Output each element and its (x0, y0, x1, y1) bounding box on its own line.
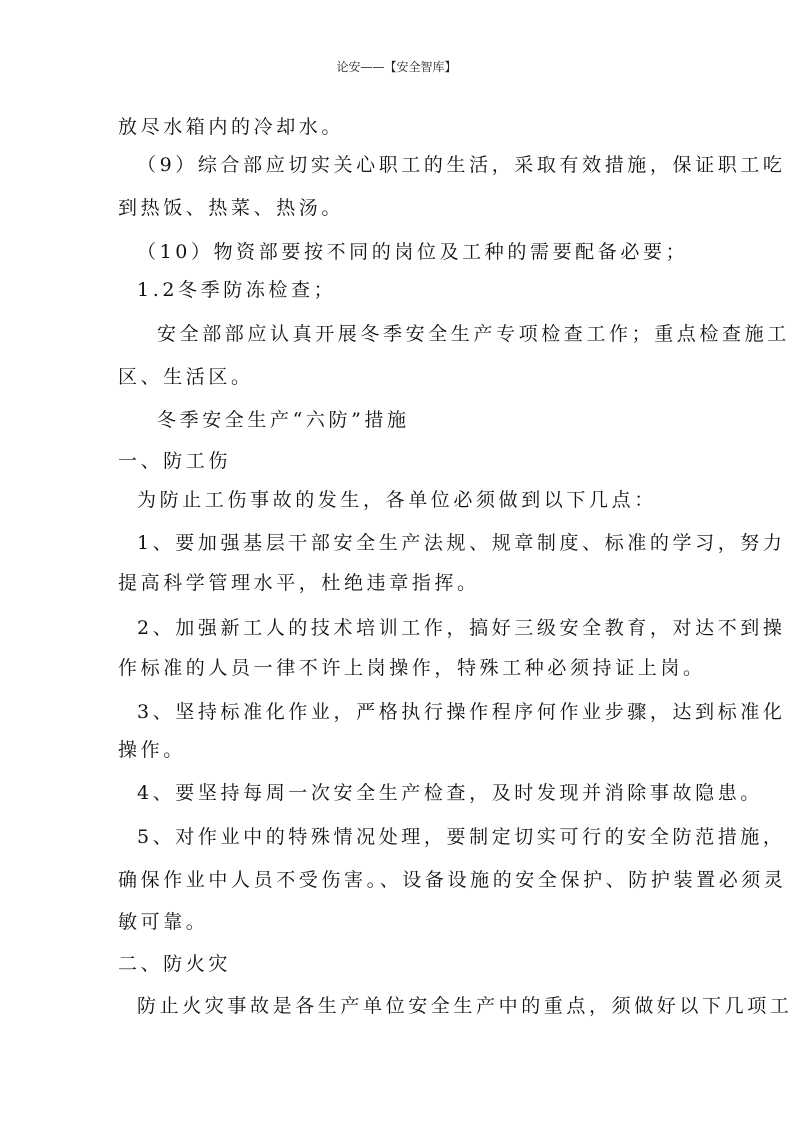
paragraph-line: 提高科学管理水平，杜绝违章指挥。 (118, 572, 480, 594)
paragraph-line: 放尽水箱内的冷却水。 (118, 116, 345, 138)
paragraph-line: 为防止工伤事故的发生，各单位必须做到以下几点： (137, 489, 657, 511)
section-heading: 二、防火灾 (118, 953, 232, 975)
paragraph-line: （10）物资部要按不同的岗位及工种的需要配备必要； (137, 241, 689, 263)
list-item: 4、要坚持每周一次安全生产检查，及时发现并消除事故隐患。 (137, 782, 763, 804)
section-title: 冬季安全生产“六防”措施 (157, 409, 410, 431)
paragraph-line: 作标准的人员一律不许上岗操作，特殊工种必须持证上岗。 (118, 657, 706, 679)
list-item: 1、要加强基层干部安全生产法规、规章制度、标准的学习，努力 (137, 532, 786, 554)
paragraph-line: 确保作业中人员不受伤害。、设备设施的安全保护、防护装置必须灵 (118, 869, 787, 891)
paragraph-line: 区、生活区。 (118, 366, 254, 388)
list-item: 2、加强新工人的技术培训工作，搞好三级安全教育，对达不到操 (137, 617, 786, 639)
list-item: 5、对作业中的特殊情况处理，要制定切实可行的安全防范措施， (137, 826, 786, 848)
paragraph-line: 防止火灾事故是各生产单位安全生产中的重点，须做好以下几项工 (137, 995, 793, 1017)
paragraph-line: 操作。 (118, 739, 186, 761)
section-heading: 1.2冬季防冻检查； (137, 279, 337, 301)
paragraph-line: 安全部部应认真开展冬季安全生产专项检查工作；重点检查施工 (157, 323, 790, 345)
list-item: 3、坚持标准化作业，严格执行操作程序何作业步骤，达到标准化 (137, 701, 786, 723)
page-header: 论安——【安全智库】 (336, 60, 457, 74)
section-heading: 一、防工伤 (118, 450, 232, 472)
paragraph-line: 到热饭、热菜、热汤。 (118, 197, 345, 219)
paragraph-line: （9）综合部应切实关心职工的生活，采取有效措施，保证职工吃 (137, 154, 786, 176)
paragraph-line: 敏可靠。 (118, 911, 209, 933)
